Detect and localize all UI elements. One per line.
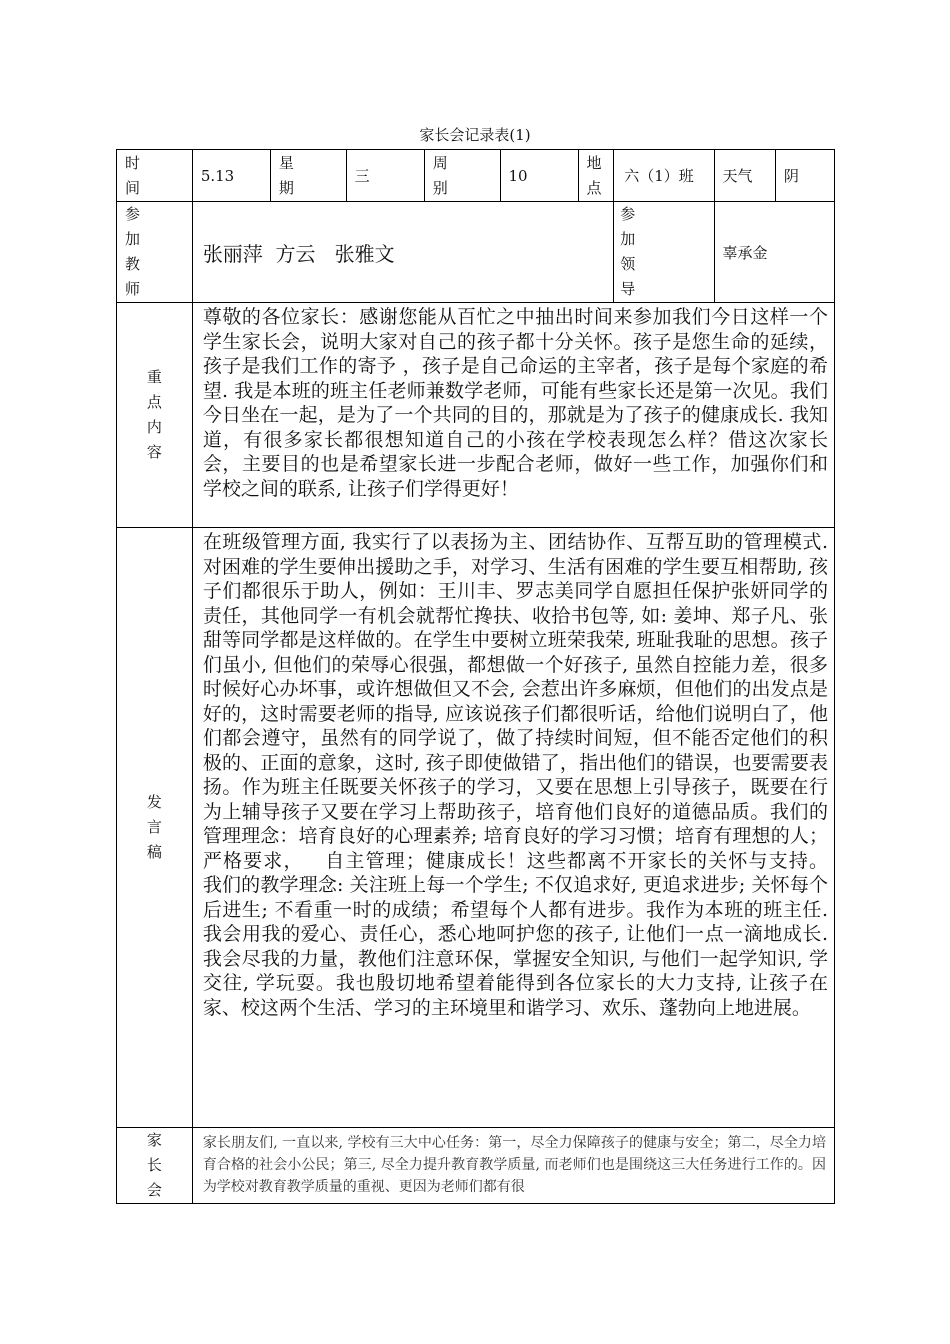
key-content-row — [117, 303, 835, 528]
time-label — [117, 150, 193, 202]
weekday-value: 三 — [346, 150, 424, 202]
weather-label: 天气 — [714, 150, 775, 202]
teachers-label-text: 参加教师 — [125, 205, 141, 298]
parents-meeting-label-text: 家长会 — [146, 1131, 162, 1199]
week-label-text: 周别 — [432, 153, 448, 197]
speech-text: 在班级管理方面, 我实行了以表扬为主、团结协作、互帮互助的管理模式. 对困难的学生要伸出援助之手，对学习、生活有困难的学生要互相帮助, 孩子们都很乐于助人，例如：王川丰、罗志美同学自愿担任保护张妍同学的责任，其他同学一有机会就帮忙搀扶、收拾书包等, 如: 姜坤、郑子凡、张甜等同学都是这样做的。在学生中要树立班荣我荣, 班耻我耻的思想。孩子们虽小, 但他们的荣辱心很强，都想做一个好孩子, 虽然自控能力差，很多时候好心办坏事，或许想做但又不会, 会惹出许多麻烦，但他们的出发点是好的，这时需要老师的指导, 应该说孩子们都很听话，给他们说明白了，他们都会遵守，虽然有的同学说了，做了持续时间短，但不能否定他们的积极的、正面的意象，这时, 孩子即使做错了，指出他们的错误，也要需要表扬。作为班主任既要关怀孩子的学习，又要在思想上引导孩子，既要在行为上辅导孩子又要在学习上帮助孩子，培育他们良好的道德品质。我们的管理理念：培育良好的心理素养; 培育良好的学习习惯；培育有理想的人；严格要求， 自主管理；健康成长！这些都离不开家长的关怀与支持。 我们的教学理念: 关注班上每一个学生; 不仅追求好, 更追求进步; 关怀每个后进生; 不看重一时的成绩；希望每个人都有进步。我作为本班的班主任. 我会用我的爱心、责任心，悉心地呵护您的孩子, 让他们一点一滴地成长. 我会尽我的力量，教他们注意环保，掌握安全知识, 与他们一起学知识, 学交往, 学玩耍。我也殷切地希望着能得到各位家长的大力支持, 让孩子在家、校这两个生活、学习的主环境里和谐学习、欢乐、蓬勃向上地进展。 — [192, 528, 834, 1128]
weekday-label — [270, 150, 346, 202]
document-title: 家长会记录表(1) — [419, 126, 531, 144]
info-row — [117, 150, 835, 202]
place-label-text: 地点 — [586, 153, 602, 197]
parents-meeting-row — [117, 1128, 835, 1204]
leader-name: 辜承金 — [714, 202, 834, 303]
meeting-record-table — [116, 149, 847, 1204]
teachers-names: 张丽萍 方云 张雅文 — [192, 202, 613, 303]
time-value: 5.13 — [192, 150, 270, 202]
teachers-label — [117, 202, 193, 303]
time-label-text: 时间 — [125, 153, 141, 197]
teachers-row — [117, 202, 835, 303]
leader-label — [614, 202, 714, 303]
parents-meeting-label — [117, 1128, 193, 1204]
place-label — [578, 150, 614, 202]
key-content-label — [117, 303, 193, 528]
weather-value: 阴 — [775, 150, 834, 202]
place-value: 六（1）班 — [614, 150, 714, 202]
week-value: 10 — [500, 150, 578, 202]
leader-label-text: 参加领导 — [620, 205, 636, 298]
speech-label — [117, 528, 193, 1128]
speech-row — [117, 528, 835, 1128]
key-content-label-text: 重点内容 — [146, 368, 162, 461]
parents-meeting-text: 家长朋友们, 一直以来, 学校有三大中心任务：第一，尽全力保障孩子的健康与安全；第二，尽全力培育合格的社会小公民；第三, 尽全力提升教育教学质量, 而老师们也是围绕这三大任务进行工作的。因为学校对教育教学质量的重视、更因为老师们都有很 — [192, 1128, 834, 1204]
speech-label-text: 发言稿 — [146, 793, 162, 861]
key-content-text: 尊敬的各位家长：感谢您能从百忙之中抽出时间来参加我们今日这样一个学生家长会，说明大家对自己的孩子都十分关怀。孩子是您生命的延续，孩子是我们工作的寄予 ，孩子是自己命运的主宰者，孩子是每个家庭的希望. 我是本班的班主任老师兼数学老师，可能有些家长还是第一次见。我们今日坐在一起，是为了一个共同的目的，那就是为了孩子的健康成长. 我知道，有很多家长都很想知道自己的小孩在学校表现怎么样？借这次家长会，主要目的也是希望家长进一步配合老师，做好一些工作，加强你们和学校之间的联系, 让孩子们学得更好！ — [192, 303, 834, 528]
week-label — [424, 150, 500, 202]
weekday-label-text: 星期 — [278, 153, 294, 197]
